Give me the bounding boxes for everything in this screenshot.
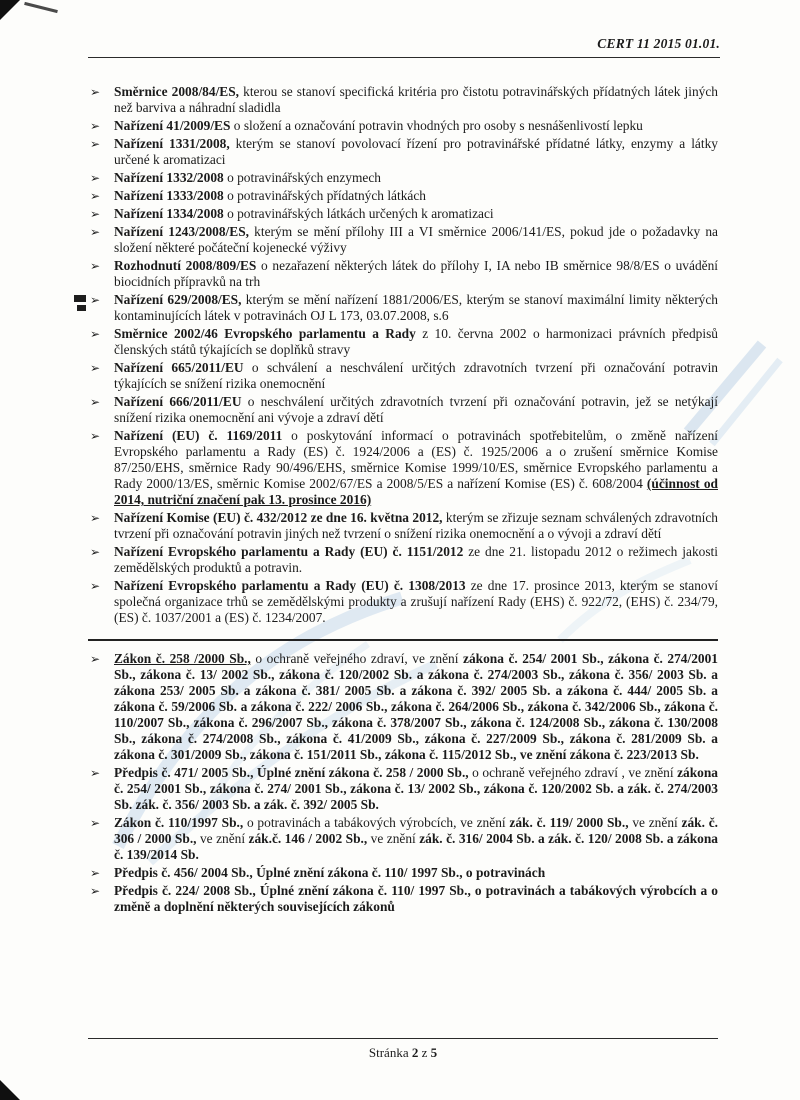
arrow-bullet-icon: ➢	[90, 119, 101, 133]
arrow-bullet-icon: ➢	[90, 545, 101, 559]
arrow-bullet-icon: ➢	[90, 171, 101, 185]
law-text: ve znění	[367, 831, 420, 846]
law-item	[88, 815, 718, 863]
arrow-bullet-icon: ➢	[90, 293, 101, 307]
regulation-item	[88, 118, 718, 134]
law-title: Zákon č. 258 /2000 Sb.,	[114, 651, 251, 666]
regulation-text: kterou se stanoví specifická kritéria pro čistotu potravinářských přídatných látek jiných než barviva a náhradní sladidla	[114, 84, 718, 115]
law-amendments: zák.č. 146 / 2002 Sb.,	[248, 831, 368, 846]
arrow-bullet-icon: ➢	[90, 85, 101, 99]
law-text: ve znění	[196, 831, 249, 846]
law-item	[88, 765, 718, 813]
law-title: Zákon č. 110/1997 Sb.,	[114, 815, 244, 830]
arrow-bullet-icon: ➢	[90, 189, 101, 203]
regulation-text: o nezařazení některých látek do přílohy I, IA nebo IB směrnice 98/8/ES o uvádění biocidních přípravků na trh	[114, 258, 718, 289]
arrow-bullet-icon: ➢	[90, 361, 101, 375]
regulation-item	[88, 206, 718, 222]
document-reference: CERT 11 2015 01.01.	[597, 36, 720, 51]
regulation-item	[88, 326, 718, 358]
regulation-text: kterým se mění nařízení 1881/2006/ES, kterým se stanoví maximální limity některých kontaminujících látek v potravinách OJ L 173, 03.07.2008, s.6	[114, 292, 718, 323]
regulation-item	[88, 394, 718, 426]
page-footer	[88, 1038, 718, 1061]
section-divider	[88, 639, 718, 641]
header-rule	[88, 57, 720, 58]
regulation-item	[88, 360, 718, 392]
regulation-item	[88, 544, 718, 576]
law-item	[88, 865, 718, 881]
regulation-title: Nařízení 1333/2008	[114, 188, 224, 203]
law-amendments: zák. č. 306 / 2000 Sb.,	[114, 815, 718, 846]
regulation-title: Směrnice 2008/84/ES,	[114, 84, 240, 99]
arrow-bullet-icon: ➢	[90, 766, 101, 780]
law-text: ve znění	[628, 815, 682, 830]
scan-artifact-corner-bottom-left	[0, 1080, 20, 1100]
regulation-item	[88, 258, 718, 290]
regulation-title: Nařízení 629/2008/ES,	[114, 292, 242, 307]
regulation-text: o schválení a neschválení určitých zdravotních tvrzení při označování potravin týkajících se snížení rizika onemocnění	[114, 360, 718, 391]
regulation-title: Směrnice 2002/46 Evropského parlamentu a Rady	[114, 326, 416, 341]
page-header	[0, 0, 800, 58]
arrow-bullet-icon: ➢	[90, 884, 101, 898]
regulation-text: z 10. června 2002 o harmonizaci právních předpisů členských států týkajících se doplňků stravy	[114, 326, 718, 357]
regulation-item	[88, 510, 718, 542]
arrow-bullet-icon: ➢	[90, 225, 101, 239]
page-number	[88, 1045, 718, 1061]
footer-rule	[88, 1038, 718, 1039]
regulation-text: o potravinářských látkách určených k aromatizaci	[223, 206, 494, 221]
regulation-title: Rozhodnutí 2008/809/ES	[114, 258, 257, 273]
regulation-item	[88, 428, 718, 508]
regulation-item	[88, 292, 718, 324]
regulation-text: o potravinářských přídatných látkách	[223, 188, 426, 203]
scan-artifact-edge-mark	[74, 295, 86, 302]
document-body	[88, 84, 718, 915]
law-amendments: zákona č. 254/ 2001 Sb., zákona č. 274/2001 Sb., zákona č. 13/ 2002 Sb., zákona č. 120/2002 Sb. a zákona č. 274/2003 Sb., zákona č. 356/ 2003 Sb. a zákona 253/ 2005 Sb. a zákona č. 381/ 2005 Sb. a zákona č. 392/ 2005 Sb. a zákona č. 444/ 2005 Sb. a zákona č. 59/2006 Sb. a zákona č. 222/ 2006 Sb., zákona č. 264/2006 Sb., zákona č. 342/2006 Sb., zákona č. 110/2007 Sb., zákona č. 296/2007 Sb., zákona č. 378/2007 Sb., zákona č. 124/2008 Sb., zákona č. 130/2008 Sb., zákona č. 274/2008 Sb., zákona č. 41/2009 Sb., zákona č. 227/2009 Sb., zákona č. 281/2009 Sb. a zákona č. 301/2009 Sb., zákona č. 151/2011 Sb., zákona č. 115/2012 Sb., ve znění zákona č. 223/2013 Sb.	[114, 651, 719, 762]
page-number-label: Stránka	[368, 1045, 412, 1060]
arrow-bullet-icon: ➢	[90, 395, 101, 409]
scan-artifact-corner-top-left	[0, 0, 20, 20]
law-amendments: zákona č. 254/ 2001 Sb., zákona č. 274/ 2001 Sb., zákona č. 13/ 2002 Sb., zákona č. 120/2002 Sb. a zák. č. 274/2003 Sb. zák. č. 356/ 2003 Sb. a zák. č. 392/ 2005 Sb.	[114, 765, 719, 812]
regulation-text: kterým se stanoví povolovací řízení pro potravinářské přídatné látky, enzymy a látky určené k aromatizaci	[114, 136, 718, 167]
arrow-bullet-icon: ➢	[90, 137, 101, 151]
regulation-item	[88, 188, 718, 204]
regulation-text: o poskytování informací o potravinách spotřebitelům, o změně nařízení Evropského parlamentu a Rady (ES) č. 1924/2006 a (ES) č. 1925/2006 a o zrušení směrnice Komise 87/250/EHS, směrnice Rady 90/496/EHS, směrnice Komise 1999/10/ES, směrnice Evropského parlamentu a Rady 2000/13/ES, směrnic Komise 2002/67/ES a 2008/5/ES a nařízení Komise (ES) č. 608/2004	[114, 428, 718, 491]
regulation-item	[88, 170, 718, 186]
regulation-text: o potravinářských enzymech	[223, 170, 381, 185]
arrow-bullet-icon: ➢	[90, 207, 101, 221]
page-number-current: 2	[411, 1045, 419, 1060]
law-item	[88, 883, 718, 915]
national-law-list	[88, 651, 718, 915]
regulation-text: ze dne 17. prosince 2013, kterým se stanoví společná organizace trhů se zemědělskými produkty a zrušují nařízení Rady (EHS) č. 922/72, (EHS) č. 234/79, (ES) č. 1037/2001 a (ES) č. 1234/2007.	[114, 578, 718, 625]
regulation-title: Nařízení Evropského parlamentu a Rady (EU) č. 1151/2012	[114, 544, 464, 559]
regulation-title: Nařízení 1332/2008	[114, 170, 224, 185]
regulation-title: Nařízení 41/2009/ES	[114, 118, 231, 133]
regulation-item	[88, 578, 718, 626]
regulation-title: Nařízení Evropského parlamentu a Rady (EU) č. 1308/2013	[114, 578, 466, 593]
arrow-bullet-icon: ➢	[90, 816, 101, 830]
regulation-title: Nařízení (EU) č. 1169/2011	[114, 428, 283, 443]
scan-artifact-edge-mark	[77, 305, 86, 311]
arrow-bullet-icon: ➢	[90, 429, 101, 443]
law-item	[88, 651, 718, 763]
law-text: o potravinách a tabákových výrobcích, ve znění	[243, 815, 510, 830]
law-amendments: zák. č. 119/ 2000 Sb.,	[509, 815, 629, 830]
page-number-separator: z	[418, 1045, 431, 1060]
regulation-item	[88, 84, 718, 116]
regulation-title: Nařízení 1331/2008,	[114, 136, 230, 151]
arrow-bullet-icon: ➢	[90, 652, 101, 666]
regulation-text: o složení a označování potravin vhodných pro osoby s nesnášenlivostí lepku	[230, 118, 643, 133]
law-title: Předpis č. 224/ 2008 Sb., Úplné znění zákona č. 110/ 1997 Sb., o potravinách a tabákových výrobcích a o změně a doplnění některých souvisejících zákonů	[114, 883, 718, 914]
law-title: Předpis č. 471/ 2005 Sb., Úplné znění zákona č. 258 / 2000 Sb.,	[114, 765, 469, 780]
regulation-title: Nařízení 1334/2008	[114, 206, 224, 221]
law-text: o ochraně veřejného zdraví, ve znění	[250, 651, 463, 666]
regulation-text: o neschválení určitých zdravotních tvrzení při označování potravin, jež se netýkají snížení rizika onemocnění ani vývoje a zdraví dětí	[114, 394, 718, 425]
regulation-effective-note: (účinnost od 2014, nutriční značení pak 13. prosince 2016)	[114, 476, 718, 507]
regulation-title: Nařízení 666/2011/EU	[114, 394, 242, 409]
arrow-bullet-icon: ➢	[90, 579, 101, 593]
arrow-bullet-icon: ➢	[90, 511, 101, 525]
arrow-bullet-icon: ➢	[90, 327, 101, 341]
regulation-title: Nařízení 1243/2008/ES,	[114, 224, 249, 239]
page-number-total: 5	[430, 1045, 438, 1060]
law-text: o ochraně veřejného zdraví , ve znění	[468, 765, 678, 780]
regulation-text: kterým se zřizuje seznam schválených zdravotních tvrzení při označování potravin jiných než tvrzení o snížení rizika onemocnění a o vývoji a zdraví dětí	[114, 510, 718, 541]
regulation-title: Nařízení Komise (EU) č. 432/2012 ze dne 16. května 2012,	[114, 510, 443, 525]
regulation-text: ze dne 21. listopadu 2012 o režimech jakosti zemědělských produktů a potravin.	[114, 544, 718, 575]
regulation-item	[88, 136, 718, 168]
regulation-text: kterým se mění přílohy III a VI směrnice 2006/141/ES, pokud jde o požadavky na složení některé počáteční kojenecké výživy	[114, 224, 718, 255]
regulation-item	[88, 224, 718, 256]
arrow-bullet-icon: ➢	[90, 259, 101, 273]
law-title: Předpis č. 456/ 2004 Sb., Úplné znění zákona č. 110/ 1997 Sb., o potravinách	[114, 865, 546, 880]
regulation-title: Nařízení 665/2011/EU	[114, 360, 244, 375]
law-amendments: zák. č. 316/ 2004 Sb. a zák. č. 120/ 2008 Sb. a zákona č. 139/2014 Sb.	[114, 831, 718, 862]
eu-regulation-list	[88, 84, 718, 626]
arrow-bullet-icon: ➢	[90, 866, 101, 880]
